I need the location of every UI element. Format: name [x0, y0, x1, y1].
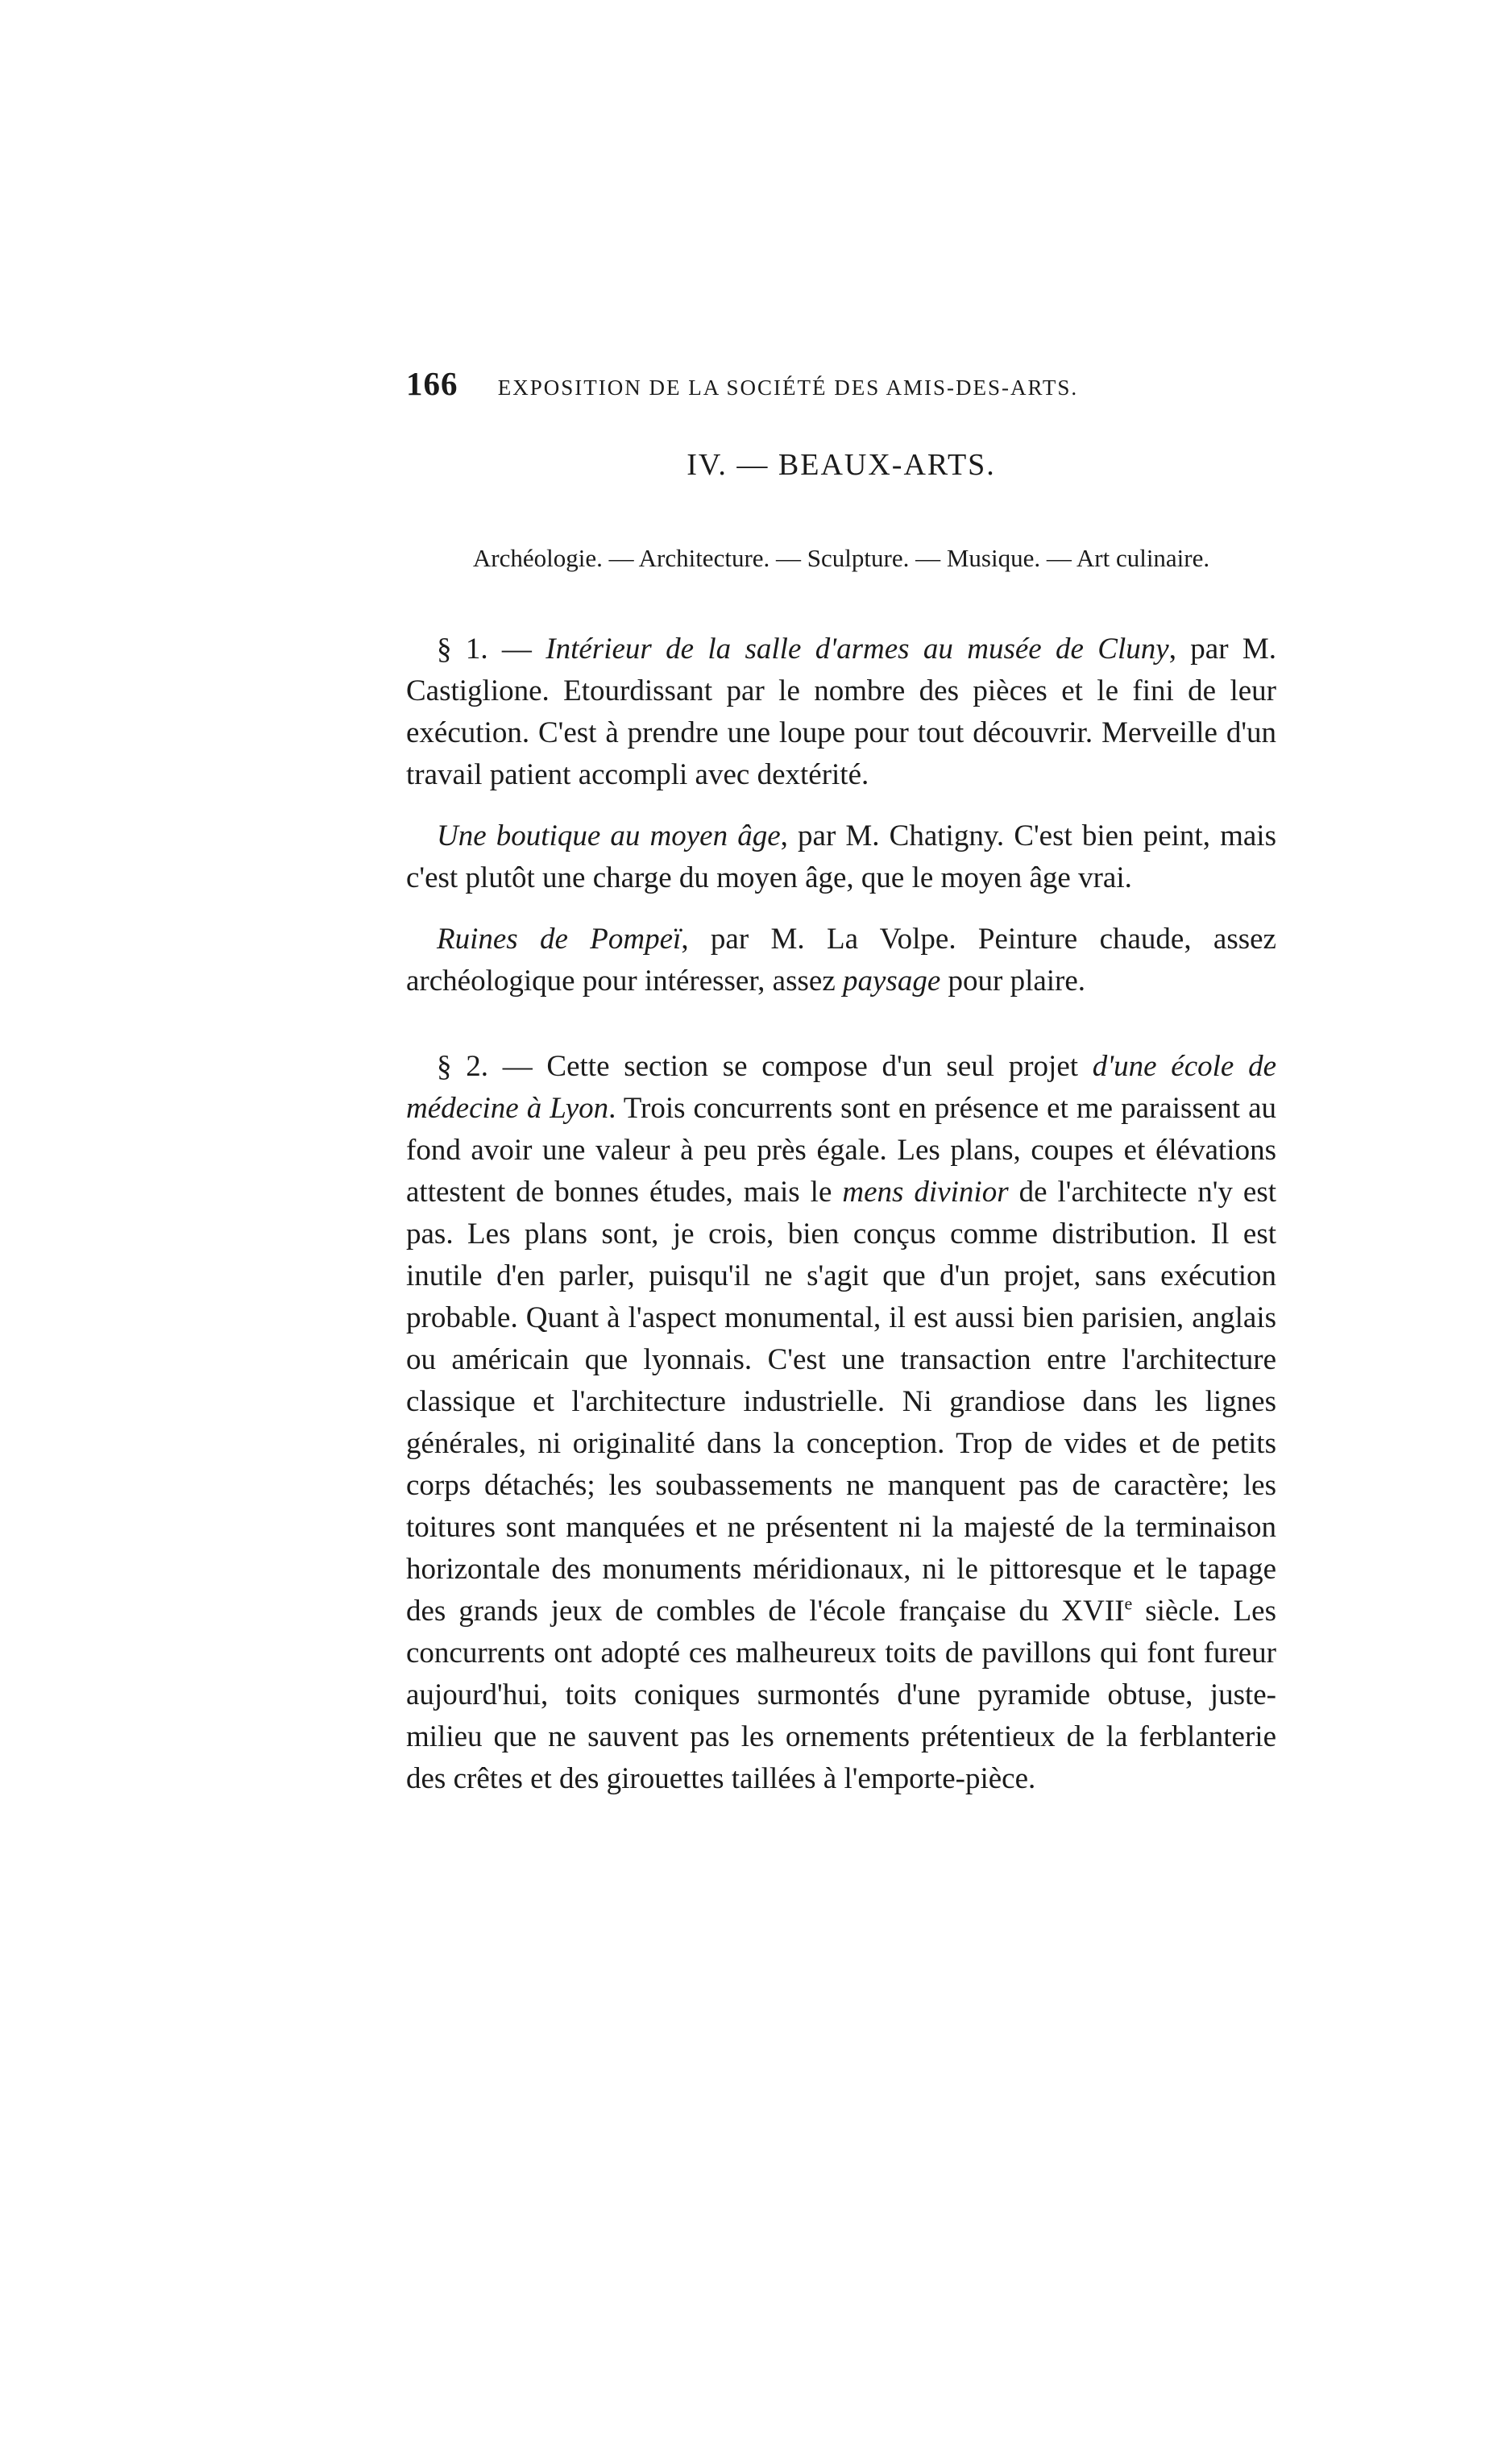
paragraph-2 — [406, 815, 1276, 899]
paragraph-text: de l'architecte n'y est pas. Les plans sont, je crois, bien conçus comme distribution. Il est inutile d'en parler, puisqu'il ne s'agit que d'un projet, sans exécution probable. Quant à l'aspect monumental, il est aussi bien parisien, anglais ou américain que lyonnais. C'est une transaction entre l'architecture classique et l'architecture industrielle. Ni grandiose dans les lignes générales, ni originalité dans la conception. Trop de vides et de petits corps détachés; les soubassements ne manquent pas de caractère; les toitures sont manquées et ne présentent ni la majesté de la terminaison horizontale des monuments méridionaux, ni le pittoresque et le tapage des grands jeux de combles de l'école française du XVII — [406, 1176, 1276, 1628]
paragraph-4 — [406, 1046, 1276, 1800]
emphasis: mens divinior — [842, 1176, 1009, 1209]
emphasis: paysage — [843, 964, 941, 998]
running-title: EXPOSITION DE LA SOCIÉTÉ DES AMIS-DES-ARTS. — [497, 375, 1079, 400]
paragraph-text: pour plaire. — [940, 964, 1086, 998]
page-header — [406, 364, 1276, 403]
superscript: e — [1124, 1593, 1133, 1614]
paragraph-text: , par M. Castiglione. Etourdissant par le nombre des pièces et le fini de leur exécution. C'est à prendre une loupe pour tout découvrir. Merveille d'un travail patient accompli avec dextérité. — [406, 633, 1277, 791]
page-number: 166 — [406, 365, 458, 402]
artwork-title: Ruines de Pompeï — [437, 923, 682, 956]
paragraph-text: . Trois concurrents sont en présence et me paraissent au fond avoir une valeur à peu près égale. Les plans, coupes et élévations attestent de bonnes études, mais le — [406, 1092, 1276, 1209]
paragraph-text: , par M. Chatigny. C'est bien peint, mais c'est plutôt une charge du moyen âge, que le moyen âge vrai. — [406, 819, 1276, 894]
section-marker: § 2. — Cette section se compose d'un seul projet — [437, 1050, 1093, 1083]
artwork-title: Une boutique au moyen âge — [437, 819, 781, 852]
paragraph-3 — [406, 919, 1276, 1002]
artwork-title: Intérieur de la salle d'armes au musée de Cluny — [546, 633, 1169, 666]
section-title: IV. — BEAUX-ARTS. — [687, 448, 996, 482]
body-text — [406, 628, 1276, 1800]
section-subtitle: Archéologie. — Architecture. — Sculpture. — Musique. — Art culinaire. — [472, 544, 1210, 572]
paragraph-text: siècle. Les concurrents ont adopté ces malheureux toits de pavillons qui font fureur aujourd'hui, toits coniques surmontés d'une pyramide obtuse, juste-milieu que ne sauvent pas les ornements prétentieux de la ferblanterie des crêtes et des girouettes taillées à l'emporte-pièce. — [406, 1595, 1276, 1795]
paragraph-text: , par M. La Volpe. Peinture chaude, assez archéologique pour intéresser, assez — [406, 923, 1276, 998]
paragraph-1 — [406, 628, 1276, 796]
section-marker: § 1. — — [437, 633, 546, 666]
project-title: d'une école de médecine à Lyon — [406, 1050, 1276, 1125]
